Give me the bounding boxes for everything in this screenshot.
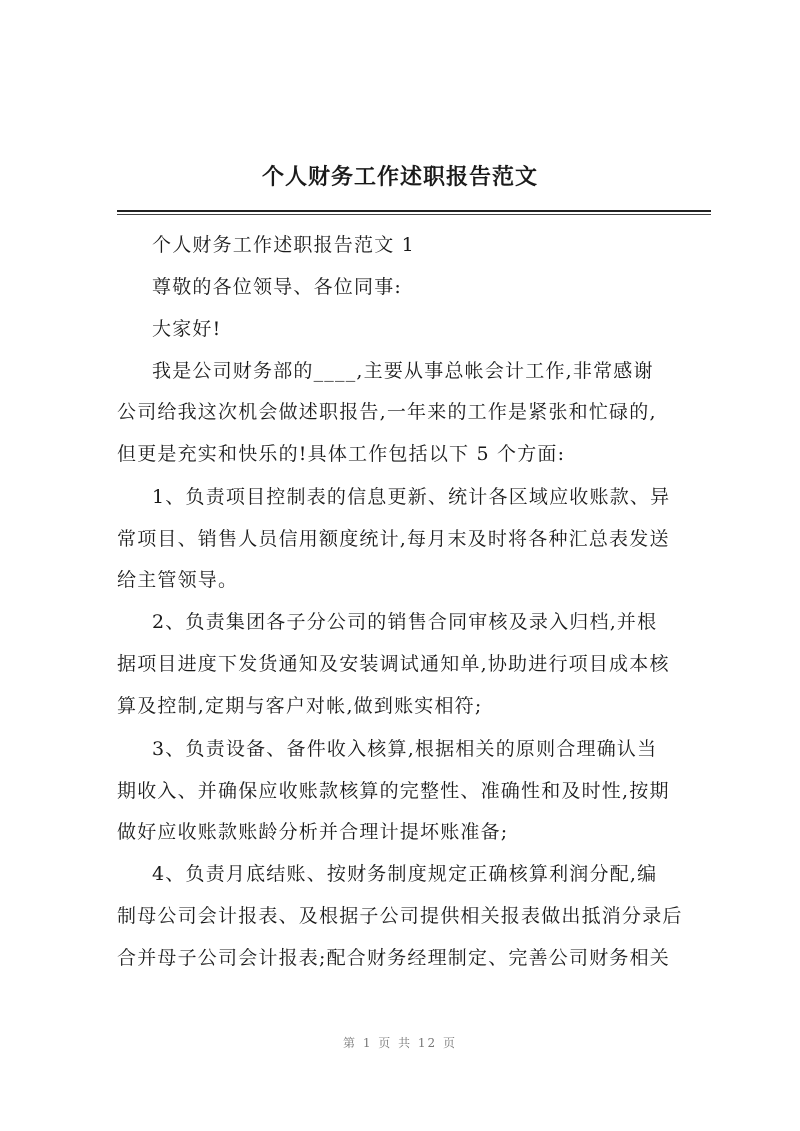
- text-line: 制母公司会计报表、及根据子公司提供相关报表做出抵消分录后: [117, 905, 683, 927]
- text-line: 我是公司财务部的____,主要从事总帐会计工作,非常感谢: [152, 360, 654, 382]
- title-rule: [117, 210, 711, 212]
- document-title: 个人财务工作述职报告范文: [261, 164, 538, 190]
- text-line: 期收入、并确保应收账款核算的完整性、准确性和及时性,按期: [117, 780, 670, 802]
- text-line: 合并母子公司会计报表;配合财务经理制定、完善公司财务相关: [117, 947, 671, 969]
- text-line: 做好应收账款账龄分析并合理计提坏账准备;: [117, 821, 509, 843]
- text-line: 2、负责集团各子分公司的销售合同审核及录入归档,并根: [152, 611, 658, 633]
- text-line: 公司给我这次机会做述职报告,一年来的工作是紧张和忙碌的,: [117, 401, 657, 423]
- text-line: 据项目进度下发货通知及安装调试通知单,协助进行项目成本核: [117, 653, 670, 675]
- text-line: 3、负责设备、备件收入核算,根据相关的原则合理确认当: [152, 738, 658, 760]
- text-line: 给主管领导。: [117, 569, 239, 591]
- text-line: 但更是充实和快乐的!具体工作包括以下 5 个方面:: [117, 443, 566, 465]
- text-line: 常项目、销售人员信用额度统计,每月末及时将各种汇总表发送: [117, 528, 670, 550]
- title-rule-thin: [117, 214, 711, 215]
- text-line: 算及控制,定期与客户对帐,做到账实相符;: [117, 695, 483, 717]
- text-line: 1、负责项目控制表的信息更新、统计各区域应收账款、异: [152, 486, 671, 508]
- text-line: 4、负责月底结账、按财务制度规定正确核算利润分配,编: [152, 863, 658, 885]
- text-line: 尊敬的各位领导、各位同事:: [152, 276, 403, 298]
- page-footer: 第 1 页 共 12 页: [343, 1036, 457, 1050]
- text-line: 大家好!: [152, 318, 222, 340]
- text-line: 个人财务工作述职报告范文 1: [152, 234, 415, 256]
